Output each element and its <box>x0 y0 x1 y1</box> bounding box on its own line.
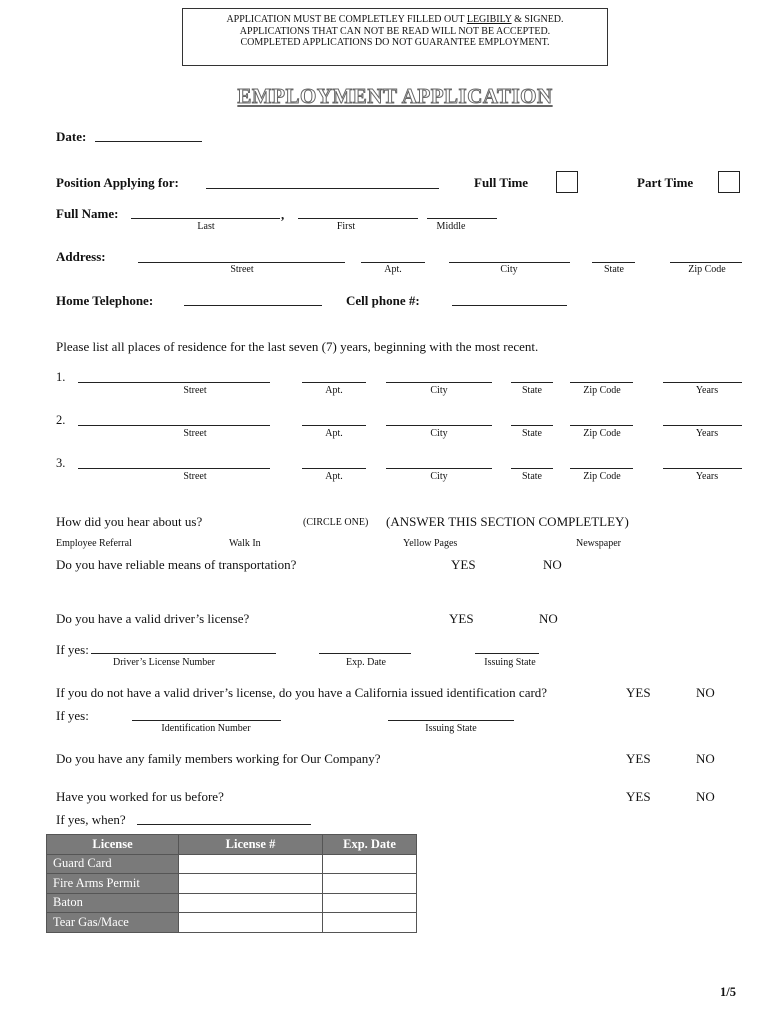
license-number-cell[interactable] <box>179 874 323 894</box>
ca-id-no[interactable]: NO <box>696 685 715 700</box>
res-apt-label: Apt. <box>325 385 343 396</box>
res-city-field[interactable] <box>386 382 492 383</box>
part-time-checkbox[interactable] <box>718 171 740 193</box>
license-number-cell[interactable] <box>179 854 323 874</box>
notice-line-2: APPLICATIONS THAT CAN NOT BE READ WILL NOT BE ACCEPTED. <box>239 25 551 37</box>
id-number-label: Identification Number <box>161 723 251 734</box>
address-apt-field[interactable] <box>361 262 425 263</box>
address-zip-field[interactable] <box>670 262 742 263</box>
ca-id-question: If you do not have a valid driver’s license, do you have a California issued identification card? <box>56 685 548 700</box>
transport-yes[interactable]: YES <box>451 557 476 572</box>
address-city-field[interactable] <box>449 262 570 263</box>
res-state-field[interactable] <box>511 468 553 469</box>
name-comma: , <box>281 207 285 222</box>
header-license: License <box>47 835 179 855</box>
worked-when-label: If yes, when? <box>56 812 126 827</box>
if-yes-label: If yes: <box>56 642 89 657</box>
cell-phone-field[interactable] <box>452 305 567 306</box>
worked-question: Have you worked for us before? <box>56 789 224 804</box>
middle-name-field[interactable] <box>427 218 497 219</box>
res-city-label: City <box>430 428 448 439</box>
page-number: 1/5 <box>720 985 736 999</box>
notice-text: APPLICATION MUST BE COMPLETLEY FILLED OUT <box>226 14 467 25</box>
full-time-label: Full Time <box>474 175 529 190</box>
exp-date-cell[interactable] <box>323 854 417 874</box>
full-time-checkbox[interactable] <box>556 171 578 193</box>
position-label: Position Applying for: <box>56 175 179 190</box>
date-label: Date: <box>56 129 87 144</box>
res-years-field[interactable] <box>663 425 742 426</box>
table-row <box>47 893 417 913</box>
res-street-label: Street <box>183 428 207 439</box>
option-yellow-pages[interactable]: Yellow Pages <box>403 538 458 549</box>
address-state-field[interactable] <box>592 262 635 263</box>
dl-state-field[interactable] <box>475 653 539 654</box>
transport-no[interactable]: NO <box>543 557 562 572</box>
res-apt-field[interactable] <box>302 382 366 383</box>
address-street-field[interactable] <box>138 262 345 263</box>
dl-state-label: Issuing State <box>484 657 536 668</box>
dl-exp-field[interactable] <box>319 653 411 654</box>
last-label: Last <box>197 221 215 232</box>
res-apt-label: Apt. <box>325 471 343 482</box>
home-phone-field[interactable] <box>184 305 322 306</box>
row-license-name: Tear Gas/Mace <box>47 913 179 933</box>
row-license-name: Baton <box>47 893 179 913</box>
part-time-label: Part Time <box>637 175 694 190</box>
res-city-label: City <box>430 385 448 396</box>
res-state-field[interactable] <box>511 425 553 426</box>
worked-no[interactable]: NO <box>696 789 715 804</box>
res-zip-label: Zip Code <box>583 471 621 482</box>
dl-number-field[interactable] <box>91 653 276 654</box>
res-years-label: Years <box>695 385 719 396</box>
license-yes[interactable]: YES <box>449 611 474 626</box>
cell-phone-label: Cell phone #: <box>346 293 420 308</box>
res-city-field[interactable] <box>386 468 492 469</box>
id-state-label: Issuing State <box>425 723 477 734</box>
family-yes[interactable]: YES <box>626 751 651 766</box>
id-state-field[interactable] <box>388 720 514 721</box>
page-title: EMPLOYMENT APPLICATION <box>237 84 553 108</box>
res-city-label: City <box>430 471 448 482</box>
exp-date-cell[interactable] <box>323 874 417 894</box>
title-wrap <box>0 84 770 109</box>
table-row <box>47 874 417 894</box>
res-street-field[interactable] <box>78 468 270 469</box>
notice-text: & SIGNED. <box>511 14 564 25</box>
res-years-label: Years <box>695 428 719 439</box>
res-years-label: Years <box>695 471 719 482</box>
res-state-label: State <box>522 428 542 439</box>
res-zip-label: Zip Code <box>583 385 621 396</box>
res-state-field[interactable] <box>511 382 553 383</box>
option-walk-in[interactable]: Walk In <box>229 538 261 549</box>
dl-number-label: Driver’s License Number <box>112 657 215 668</box>
row-number: 1. <box>56 370 66 384</box>
res-zip-label: Zip Code <box>583 428 621 439</box>
res-street-field[interactable] <box>78 425 270 426</box>
circle-one-label: (CIRCLE ONE) <box>303 517 369 528</box>
notice-underlined: LEGIBILY <box>466 14 512 25</box>
option-newspaper[interactable]: Newspaper <box>576 538 621 549</box>
ca-id-yes[interactable]: YES <box>626 685 651 700</box>
res-city-field[interactable] <box>386 425 492 426</box>
notice-box <box>182 8 608 66</box>
first-name-field[interactable] <box>298 218 418 219</box>
dl-exp-label: Exp. Date <box>346 657 386 668</box>
first-label: First <box>336 221 356 232</box>
residence-prompt: Please list all places of residence for the last seven (7) years, beginning with the most recent. <box>56 339 539 354</box>
street-label: Street <box>230 264 254 275</box>
option-employee-referral[interactable]: Employee Referral <box>56 538 132 549</box>
res-zip-field[interactable] <box>570 468 633 469</box>
row-number: 2. <box>56 413 66 427</box>
answer-completely-label: (ANSWER THIS SECTION COMPLETLEY) <box>386 514 629 529</box>
date-field[interactable] <box>95 141 202 142</box>
state-label: State <box>604 264 624 275</box>
header-license-number: License # <box>179 835 323 855</box>
res-apt-field[interactable] <box>302 468 366 469</box>
table-row <box>47 913 417 933</box>
address-label: Address: <box>56 249 106 264</box>
home-phone-label: Home Telephone: <box>56 293 154 308</box>
res-street-field[interactable] <box>78 382 270 383</box>
row-number: 3. <box>56 456 66 470</box>
res-state-label: State <box>522 385 542 396</box>
worked-when-field[interactable] <box>137 824 311 825</box>
license-number-cell[interactable] <box>179 913 323 933</box>
res-years-field[interactable] <box>663 468 742 469</box>
exp-date-cell[interactable] <box>323 893 417 913</box>
middle-label: Middle <box>436 221 466 232</box>
res-apt-label: Apt. <box>325 428 343 439</box>
row-license-name: Fire Arms Permit <box>47 874 179 894</box>
full-name-label: Full Name: <box>56 206 119 221</box>
hear-question: How did you hear about us? <box>56 514 203 529</box>
city-label: City <box>500 264 518 275</box>
res-street-label: Street <box>183 385 207 396</box>
res-street-label: Street <box>183 471 207 482</box>
res-years-field[interactable] <box>663 382 742 383</box>
id-if-yes-label: If yes: <box>56 708 89 723</box>
res-apt-field[interactable] <box>302 425 366 426</box>
transport-question: Do you have reliable means of transportation? <box>56 557 297 572</box>
worked-yes[interactable]: YES <box>626 789 651 804</box>
notice-line-1 <box>183 14 607 26</box>
res-zip-field[interactable] <box>570 425 633 426</box>
header-exp-date: Exp. Date <box>323 835 417 855</box>
notice-line-3: COMPLETED APPLICATIONS DO NOT GUARANTEE EMPLOYMENT. <box>240 37 550 48</box>
zip-label: Zip Code <box>688 264 726 275</box>
table-row <box>47 854 417 874</box>
position-field[interactable] <box>206 188 439 189</box>
license-no[interactable]: NO <box>539 611 558 626</box>
family-no[interactable]: NO <box>696 751 715 766</box>
exp-date-cell[interactable] <box>323 913 417 933</box>
license-number-cell[interactable] <box>179 893 323 913</box>
license-table <box>46 834 417 933</box>
res-state-label: State <box>522 471 542 482</box>
last-name-field[interactable] <box>131 218 280 219</box>
row-license-name: Guard Card <box>47 854 179 874</box>
apt-label: Apt. <box>384 264 402 275</box>
res-zip-field[interactable] <box>570 382 633 383</box>
license-question: Do you have a valid driver’s license? <box>56 611 250 626</box>
id-number-field[interactable] <box>132 720 281 721</box>
family-question: Do you have any family members working for Our Company? <box>56 751 381 766</box>
license-table-header <box>47 835 417 855</box>
